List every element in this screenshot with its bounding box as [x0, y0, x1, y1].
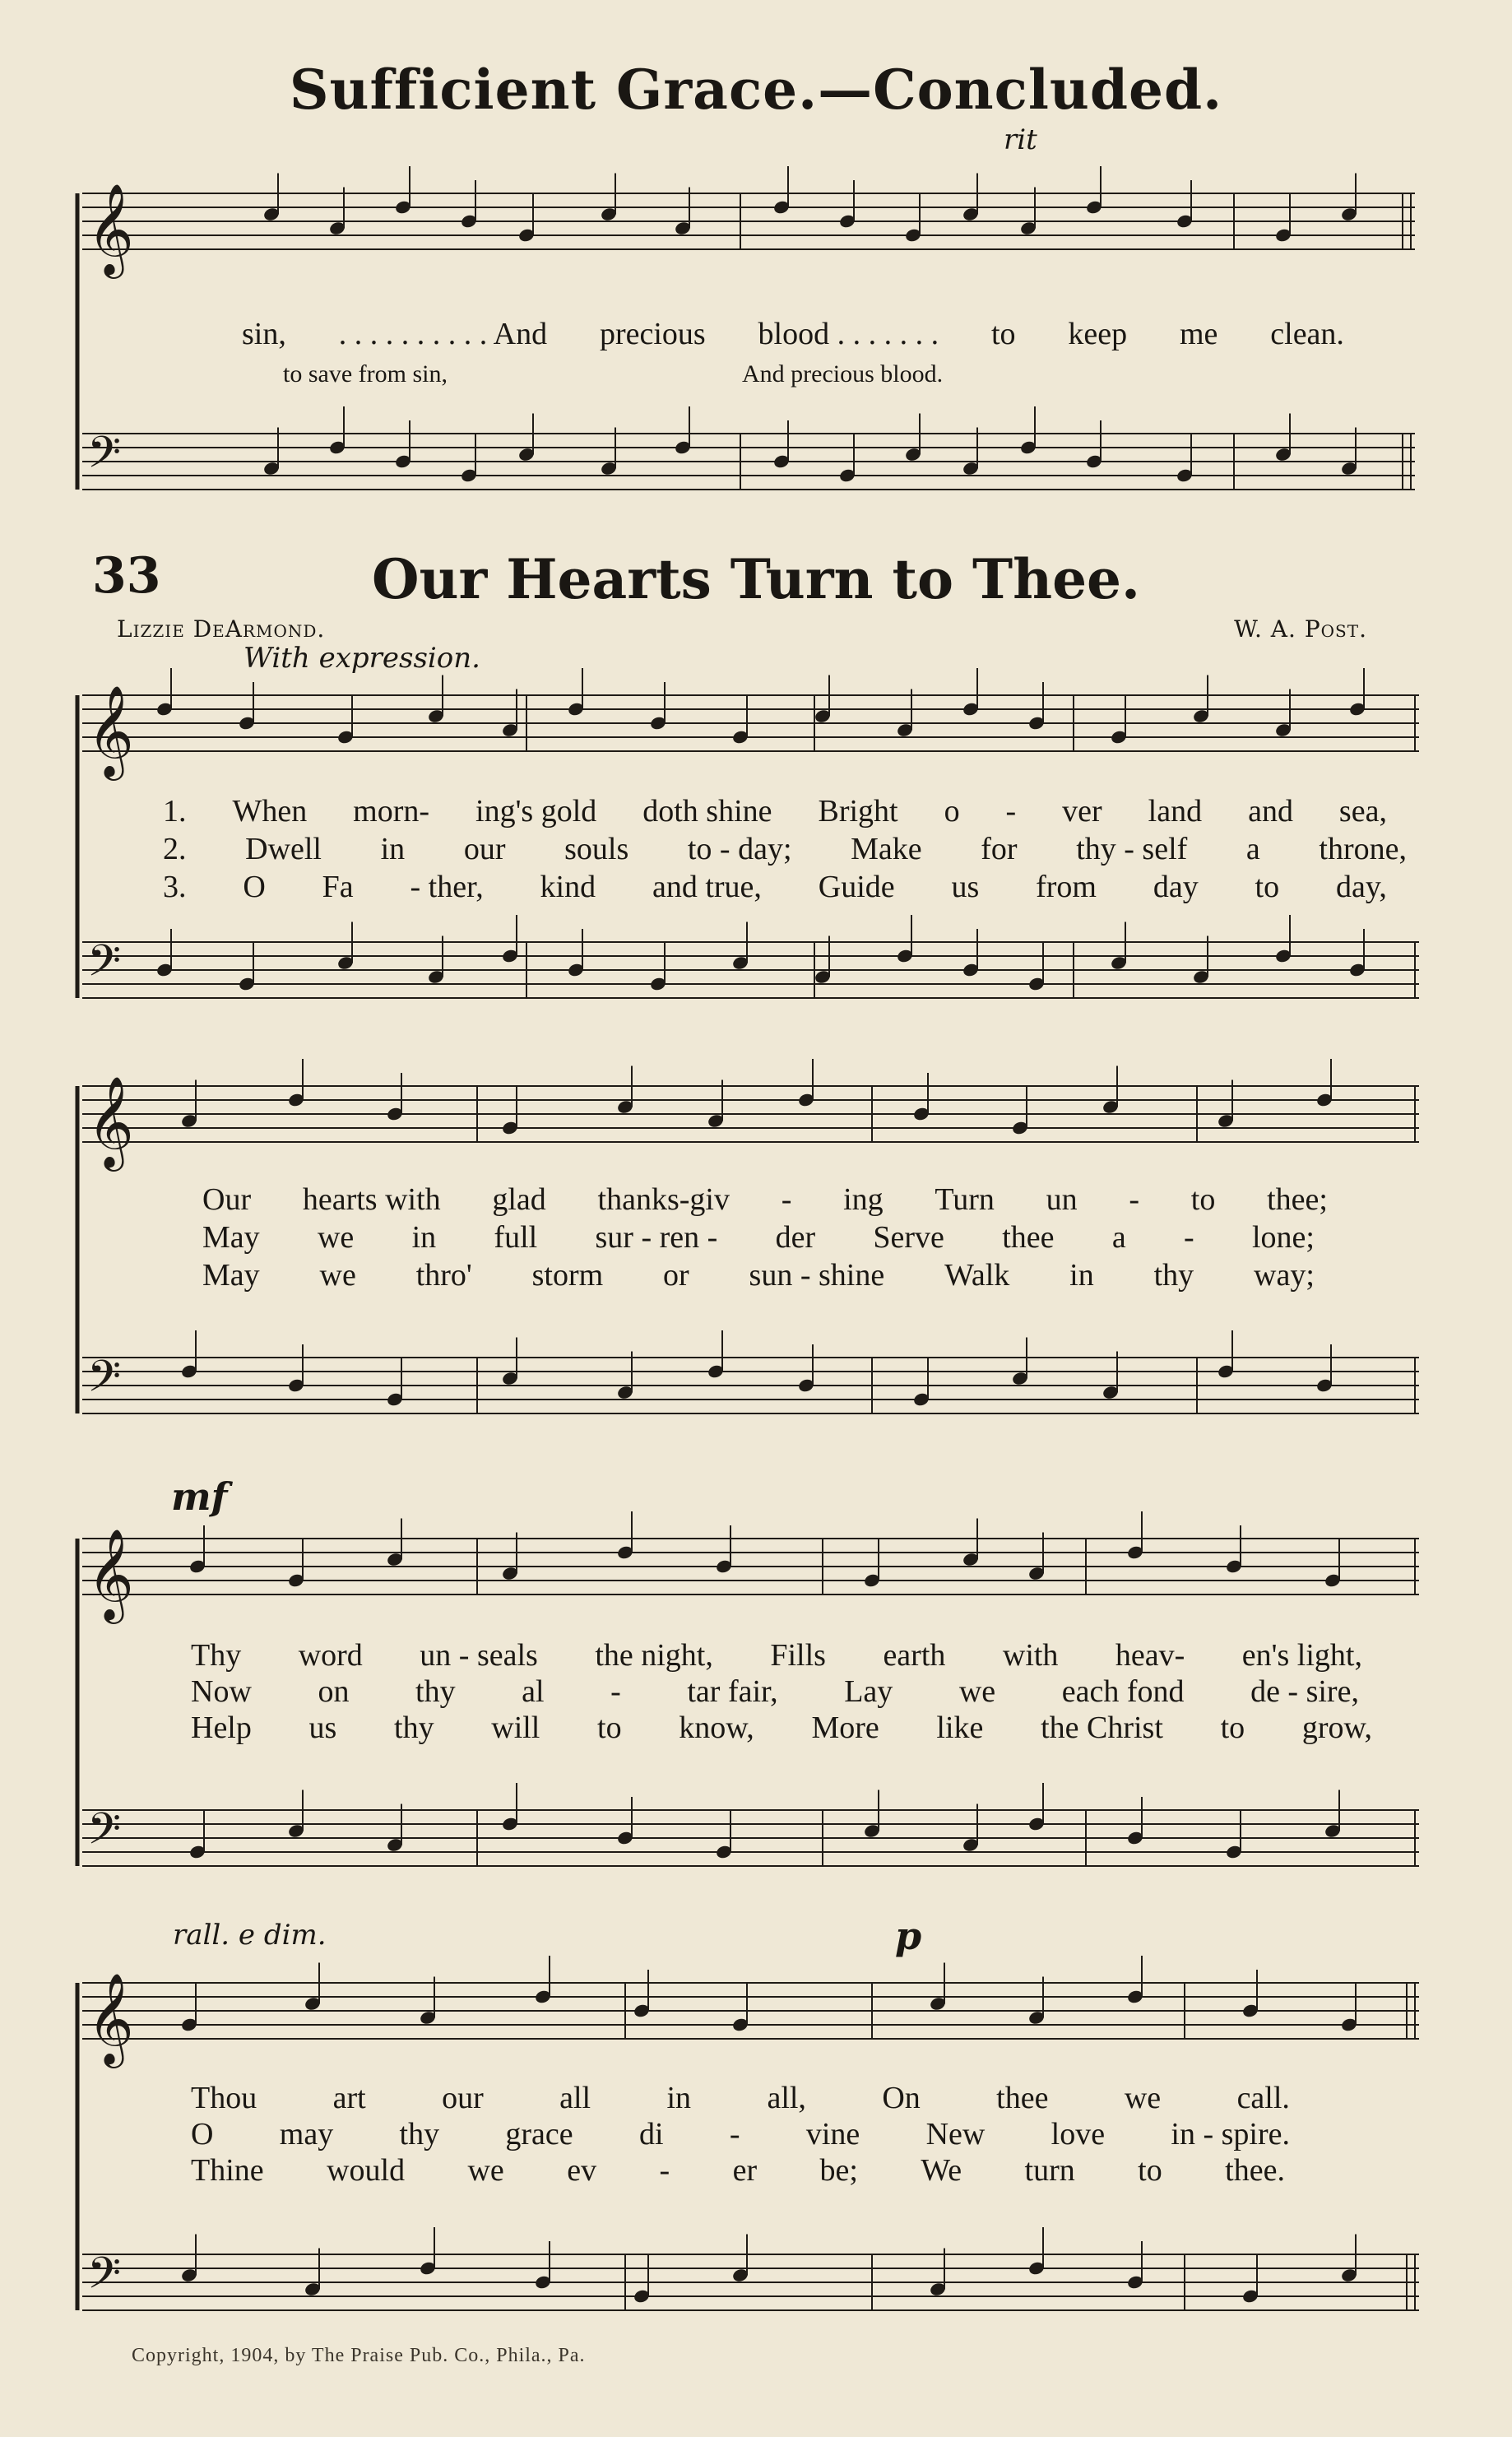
lyric-word: hearts with — [302, 1182, 441, 1217]
lyric-word: our — [463, 832, 506, 866]
lyric-word: Dwell — [245, 832, 322, 866]
lyric-word: grow, — [1301, 1711, 1372, 1745]
bass-clef: 𝄢 — [87, 428, 122, 489]
lyric-word: thee — [996, 2081, 1049, 2115]
lyric-word: on — [318, 1674, 350, 1709]
lyric-word: ing — [843, 1182, 884, 1217]
alto-lyric-2: And precious blood. — [742, 360, 944, 388]
lyric-word: art — [332, 2081, 366, 2115]
lyric-word: thy — [394, 1711, 434, 1745]
alto-lyric-1: to save from sin, — [283, 360, 448, 388]
lyric-word: Help — [191, 1711, 252, 1745]
lyric-word: 1. — [163, 794, 187, 829]
lyric-word: in - spire. — [1171, 2117, 1290, 2152]
lyric-word: in — [411, 1220, 437, 1255]
lyric-word: Thy — [191, 1638, 242, 1673]
lyric-word: Make — [851, 832, 922, 866]
lyric-word: and — [1248, 794, 1293, 829]
lyric-word: morn- — [353, 794, 430, 829]
lyric-word: - — [729, 2117, 740, 2152]
treble-clef: 𝄞 — [87, 685, 134, 777]
lyric-word: from — [1036, 870, 1097, 904]
lyric-word: precious — [599, 317, 706, 351]
lyric-word: grace — [505, 2117, 573, 2152]
lyric-word: - — [1005, 794, 1017, 829]
lyric-word: thro' — [415, 1258, 472, 1293]
bass-clef: 𝄢 — [87, 1804, 122, 1865]
lyric-word: We — [921, 2153, 962, 2188]
lyric-word: er — [732, 2153, 758, 2188]
lyric-word: May — [202, 1220, 260, 1255]
lyric-word: full — [494, 1220, 538, 1255]
lyric-word: Guide — [818, 870, 895, 904]
lyric-word: may — [279, 2117, 334, 2152]
lyric-word: thy — [1153, 1258, 1194, 1293]
lyric-word: all, — [767, 2081, 806, 2115]
lyric-word: to — [597, 1711, 622, 1745]
previous-hymn-title: Sufficient Grace.—Concluded. — [289, 58, 1223, 122]
lyric-word: Fills — [770, 1638, 826, 1673]
lyric-word: in — [1069, 1258, 1094, 1293]
lyric-word: Lay — [844, 1674, 893, 1709]
lyric-word: thee. — [1225, 2153, 1285, 2188]
lyric-word: we — [1124, 2081, 1162, 2115]
rall-dynamic: rall. e dim. — [173, 1919, 327, 1952]
lyric-word: Serve — [873, 1220, 944, 1255]
lyric-word: O — [243, 870, 266, 904]
composer-credit: W. A. Post. — [1234, 615, 1367, 643]
lyric-word: day, — [1335, 870, 1387, 904]
lyric-word: - — [610, 1674, 621, 1709]
lyric-word: O — [191, 2117, 214, 2152]
lyric-word: to — [1255, 870, 1280, 904]
lyric-word: will — [491, 1711, 540, 1745]
lyric-word: un — [1046, 1182, 1078, 1217]
lyric-word: a — [1245, 832, 1260, 866]
lyric-word: land — [1148, 794, 1203, 829]
lyric-word: al — [522, 1674, 545, 1709]
lyric-word: the night, — [595, 1638, 713, 1673]
treble-clef: 𝄞 — [87, 1075, 134, 1167]
lyric-word: call. — [1236, 2081, 1290, 2115]
lyric-word: and true, — [652, 870, 762, 904]
lyric-word: each fond — [1061, 1674, 1185, 1709]
lyric-word: would — [327, 2153, 406, 2188]
lyric-word: to — [990, 317, 1016, 351]
lyric-word: with — [1002, 1638, 1059, 1673]
treble-clef: 𝄞 — [87, 1528, 134, 1620]
bass-clef: 𝄢 — [87, 1352, 122, 1413]
lyric-word: Thou — [191, 2081, 257, 2115]
lyric-word: keep — [1068, 317, 1128, 351]
lyric-word: know, — [679, 1711, 754, 1745]
lyric-word: o — [944, 794, 960, 829]
lyric-word: in — [666, 2081, 692, 2115]
lyric-word: thy — [399, 2117, 440, 2152]
expression-mark: With expression. — [243, 642, 480, 675]
lyric-word: Now — [191, 1674, 252, 1709]
lyric-word: - — [1129, 1182, 1140, 1217]
lyric-word: tar fair, — [687, 1674, 778, 1709]
bass-clef: 𝄢 — [87, 936, 122, 997]
lyric-word: earth — [883, 1638, 946, 1673]
lyric-word: me — [1179, 317, 1218, 351]
lyric-word: we — [317, 1220, 355, 1255]
lyric-word: thee; — [1267, 1182, 1328, 1217]
lyric-word: doth shine — [642, 794, 772, 829]
lyric-word: More — [811, 1711, 879, 1745]
lyric-word: like — [936, 1711, 984, 1745]
copyright-footer: Copyright, 1904, by The Praise Pub. Co., Phila., Pa. — [132, 2345, 586, 2366]
lyric-word: we — [319, 1258, 356, 1293]
lyricist-credit: Lizzie DeArmond. — [117, 615, 326, 643]
lyric-word: 2. — [163, 832, 187, 866]
lyric-word: souls — [564, 832, 629, 866]
lyric-word: sin, — [242, 317, 286, 351]
lyric-word: lone; — [1251, 1220, 1315, 1255]
lyric-word: der — [775, 1220, 816, 1255]
lyric-word: Fa — [322, 870, 354, 904]
lyric-word: heav- — [1115, 1638, 1185, 1673]
lyric-word: Our — [202, 1182, 252, 1217]
lyric-word: de - sire, — [1250, 1674, 1359, 1709]
lyric-word: . . . . . . . . . . And — [338, 317, 548, 351]
lyric-word: to — [1138, 2153, 1162, 2188]
lyric-word: - ther, — [410, 870, 484, 904]
lyric-word: sun - shine — [749, 1258, 885, 1293]
lyric-word: sur - ren - — [595, 1220, 718, 1255]
bass-clef: 𝄢 — [87, 2249, 122, 2309]
lyric-word: ev — [567, 2153, 597, 2188]
lyric-word: to - day; — [687, 832, 792, 866]
lyric-word: New — [925, 2117, 986, 2152]
lyric-word: di — [638, 2117, 664, 2152]
lyric-word: clean. — [1270, 317, 1344, 351]
lyric-word: un - seals — [420, 1638, 538, 1673]
lyric-word: - — [781, 1182, 792, 1217]
lyric-word: en's light, — [1241, 1638, 1362, 1673]
lyric-word: Bright — [818, 794, 898, 829]
lyric-word: Thine — [191, 2153, 264, 2188]
lyric-word: throne, — [1319, 832, 1407, 866]
p-dynamic: p — [895, 1914, 922, 1958]
lyric-word: to — [1190, 1182, 1216, 1217]
lyric-word: ver — [1062, 794, 1102, 829]
lyric-word: be; — [819, 2153, 858, 2188]
lyric-word: for — [981, 832, 1018, 866]
lyric-word: ing's gold — [475, 794, 597, 829]
lyric-word: Turn — [935, 1182, 995, 1217]
lyric-word: sea, — [1338, 794, 1387, 829]
mf-dynamic: mf — [171, 1474, 228, 1519]
lyric-word: - — [659, 2153, 670, 2188]
lyric-word: all — [559, 2081, 591, 2115]
lyric-word: way; — [1254, 1258, 1315, 1293]
lyric-word: blood . . . . . . . — [758, 317, 939, 351]
rit-mark: rit — [1004, 123, 1037, 156]
lyric-word: turn — [1024, 2153, 1075, 2188]
hymn-number: 33 — [92, 547, 161, 605]
lyric-word: love — [1051, 2117, 1106, 2152]
lyric-word: thy - self — [1076, 832, 1188, 866]
treble-clef: 𝄞 — [87, 183, 134, 275]
lyric-word: - — [1184, 1220, 1194, 1255]
hymn-title: Our Hearts Turn to Thee. — [371, 547, 1141, 611]
lyric-word: On — [882, 2081, 921, 2115]
lyric-word: 3. — [163, 870, 187, 904]
lyric-word: the Christ — [1041, 1711, 1163, 1745]
lyric-word: vine — [805, 2117, 860, 2152]
lyric-word: When — [232, 794, 308, 829]
lyric-word: Walk — [944, 1258, 1010, 1293]
lyric-word: day — [1153, 870, 1199, 904]
lyric-word: storm — [531, 1258, 604, 1293]
lyric-word: thee — [1002, 1220, 1055, 1255]
lyric-word: word — [298, 1638, 363, 1673]
lyric-word: or — [663, 1258, 689, 1293]
lyric-word: glad — [492, 1182, 546, 1217]
lyric-word: our — [442, 2081, 484, 2115]
lyric-word: to — [1220, 1711, 1245, 1745]
lyric-word: us — [308, 1711, 337, 1745]
treble-clef: 𝄞 — [87, 1972, 134, 2064]
lyric-word: we — [958, 1674, 996, 1709]
lyric-word: May — [202, 1258, 260, 1293]
lyric-word: thy — [415, 1674, 456, 1709]
lyric-word: us — [951, 870, 980, 904]
lyric-word: in — [380, 832, 406, 866]
lyric-word: we — [467, 2153, 504, 2188]
lyric-word: a — [1111, 1220, 1126, 1255]
lyric-word: thanks-giv — [597, 1182, 730, 1217]
lyric-word: kind — [540, 870, 596, 904]
